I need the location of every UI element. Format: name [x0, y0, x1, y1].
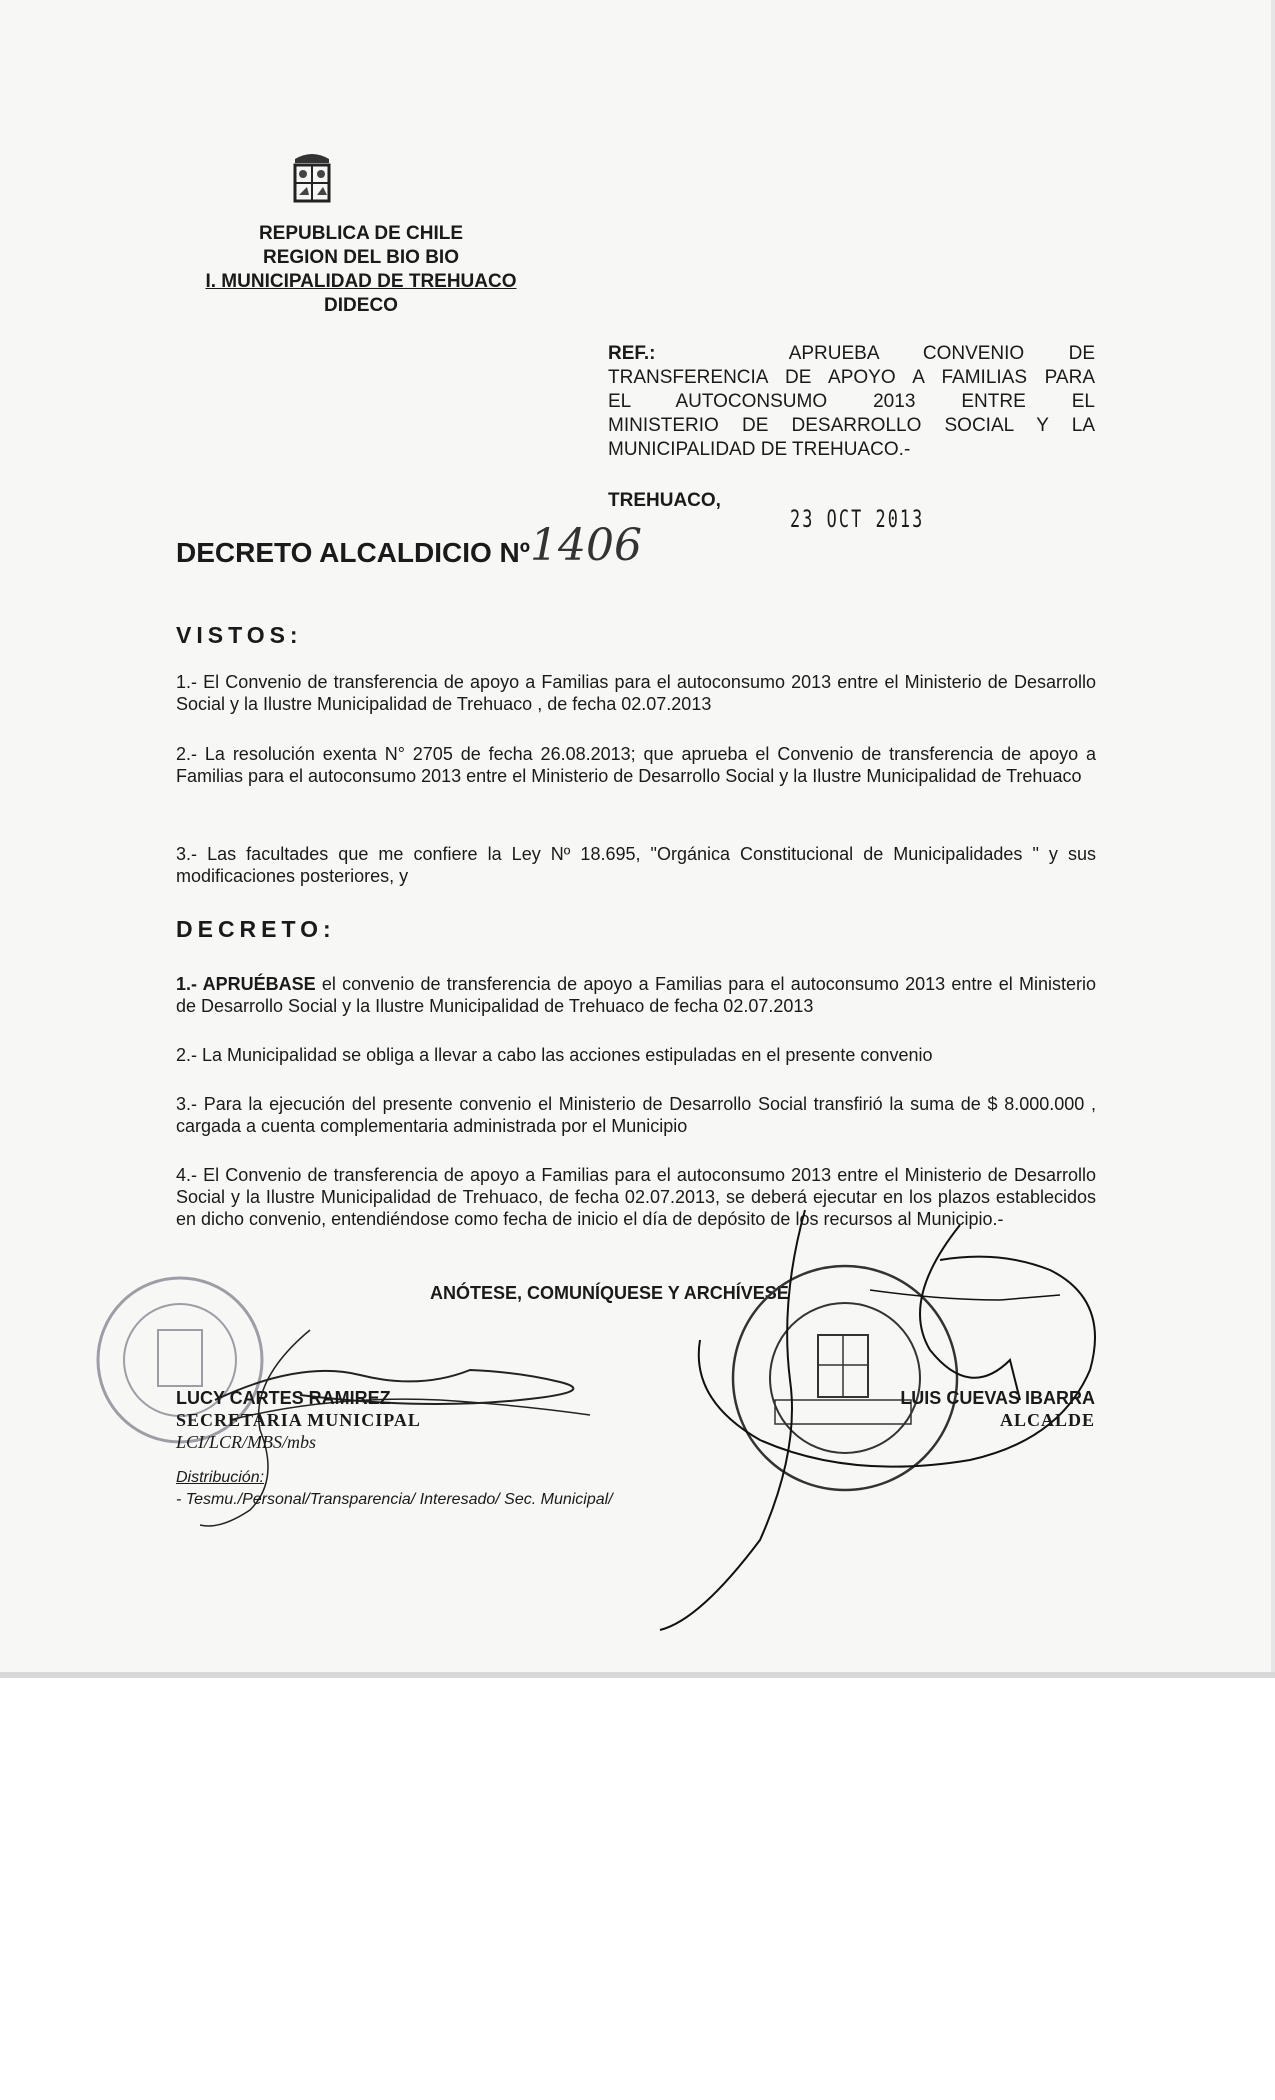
municipality-line: I. MUNICIPALIDAD DE TREHUACO	[205, 271, 517, 292]
reference-line: MINISTERIO DE DESARROLLO SOCIAL Y LA	[608, 415, 1095, 436]
decreto-heading: DECRETO:	[176, 916, 336, 942]
decree-number-handwritten: 1406	[530, 520, 642, 571]
vistos-heading: VISTOS:	[176, 622, 303, 648]
municipal-crest-icon	[287, 147, 337, 217]
mayor-role: ALCALDE	[999, 1410, 1095, 1430]
reference-line: EL AUTOCONSUMO 2013 ENTRE EL	[608, 391, 1095, 412]
place: TREHUACO,	[608, 490, 721, 511]
stamped-date: 23 OCT 2013	[790, 505, 925, 533]
reference-line: APRUEBA CONVENIO DE	[788, 343, 1095, 364]
secretary-role: SECRETARIA MUNICIPAL	[176, 1410, 421, 1430]
letterhead	[176, 222, 546, 318]
decreto-item: 4.- El Convenio de transferencia de apoyo a Familias para el autoconsumo 2013 entre el Ministerio de Desarrollo Social y la Ilustre Municipalidad de Trehuaco, de fecha 02.07.2013, se deberá ejecutar en los plazos establecidos en dicho convenio, entendiéndose como fecha de inicio el día de depósito de los recursos al Municipio.-	[176, 1165, 1096, 1229]
decreto-item1-bold: 1.- APRUÉBASE	[176, 974, 316, 994]
distribution-list: - Tesmu./Personal/Transparencia/ Interesado/ Sec. Municipal/	[176, 1491, 613, 1508]
mayor-signature-block	[845, 1387, 1095, 1431]
decreto-item1-text: el convenio de transferencia de apoyo a Familias para el autoconsumo 2013 entre el Ministerio de Desarrollo Social y la Ilustre Municipalidad de Trehuaco de fecha 02.07.2013	[176, 974, 1096, 1016]
decreto-item: 2.- La Municipalidad se obliga a llevar a cabo las acciones estipuladas en el presente convenio	[176, 1045, 933, 1065]
country-line: REPUBLICA DE CHILE	[258, 223, 464, 244]
document-initials: LCI/LCR/MBS/mbs	[176, 1432, 317, 1452]
decreto-item: 3.- Para la ejecución del presente convenio el Ministerio de Desarrollo Social transfirió la suma de $ 8.000.000 , cargada a cuenta complementaria administrada por el Municipio	[176, 1094, 1096, 1136]
secretary-name: LUCY CARTES RAMIREZ	[176, 1388, 391, 1408]
reference-block	[608, 342, 1095, 462]
department-line: DIDECO	[324, 295, 398, 316]
closing-formula: ANÓTESE, COMUNÍQUESE Y ARCHÍVESE	[430, 1283, 789, 1303]
decree-title: DECRETO ALCALDICIO Nº	[176, 537, 531, 568]
secretary-signature-block	[176, 1387, 421, 1453]
reference-label: REF.:	[608, 343, 656, 364]
region-line: REGION DEL BIO BIO	[262, 247, 459, 268]
vistos-item: 3.- Las facultades que me confiere la Ley Nº 18.695, "Orgánica Constitucional de Municipalidades " y sus modificaciones posteriores, y	[176, 844, 1096, 886]
reference-line: MUNICIPALIDAD DE TREHUACO.-	[608, 439, 911, 460]
vistos-item: 1.- El Convenio de transferencia de apoyo a Familias para el autoconsumo 2013 entre el Ministerio de Desarrollo Social y la Ilustre Municipalidad de Trehuaco , de fecha 02.07.2013	[176, 672, 1096, 714]
distribution-heading: Distribución:	[176, 1469, 265, 1486]
decreto-item	[176, 973, 1096, 1017]
reference-line: TRANSFERENCIA DE APOYO A FAMILIAS PARA	[608, 367, 1095, 388]
vistos-item: 2.- La resolución exenta N° 2705 de fecha 26.08.2013; que aprueba el Convenio de transferencia de apoyo a Familias para el autoconsumo 2013 entre el Ministerio de Desarrollo Social y la Ilustre Municipalidad de Trehuaco	[176, 744, 1096, 786]
mayor-name: LUIS CUEVAS IBARRA	[900, 1388, 1095, 1408]
distribution-block	[176, 1467, 613, 1511]
